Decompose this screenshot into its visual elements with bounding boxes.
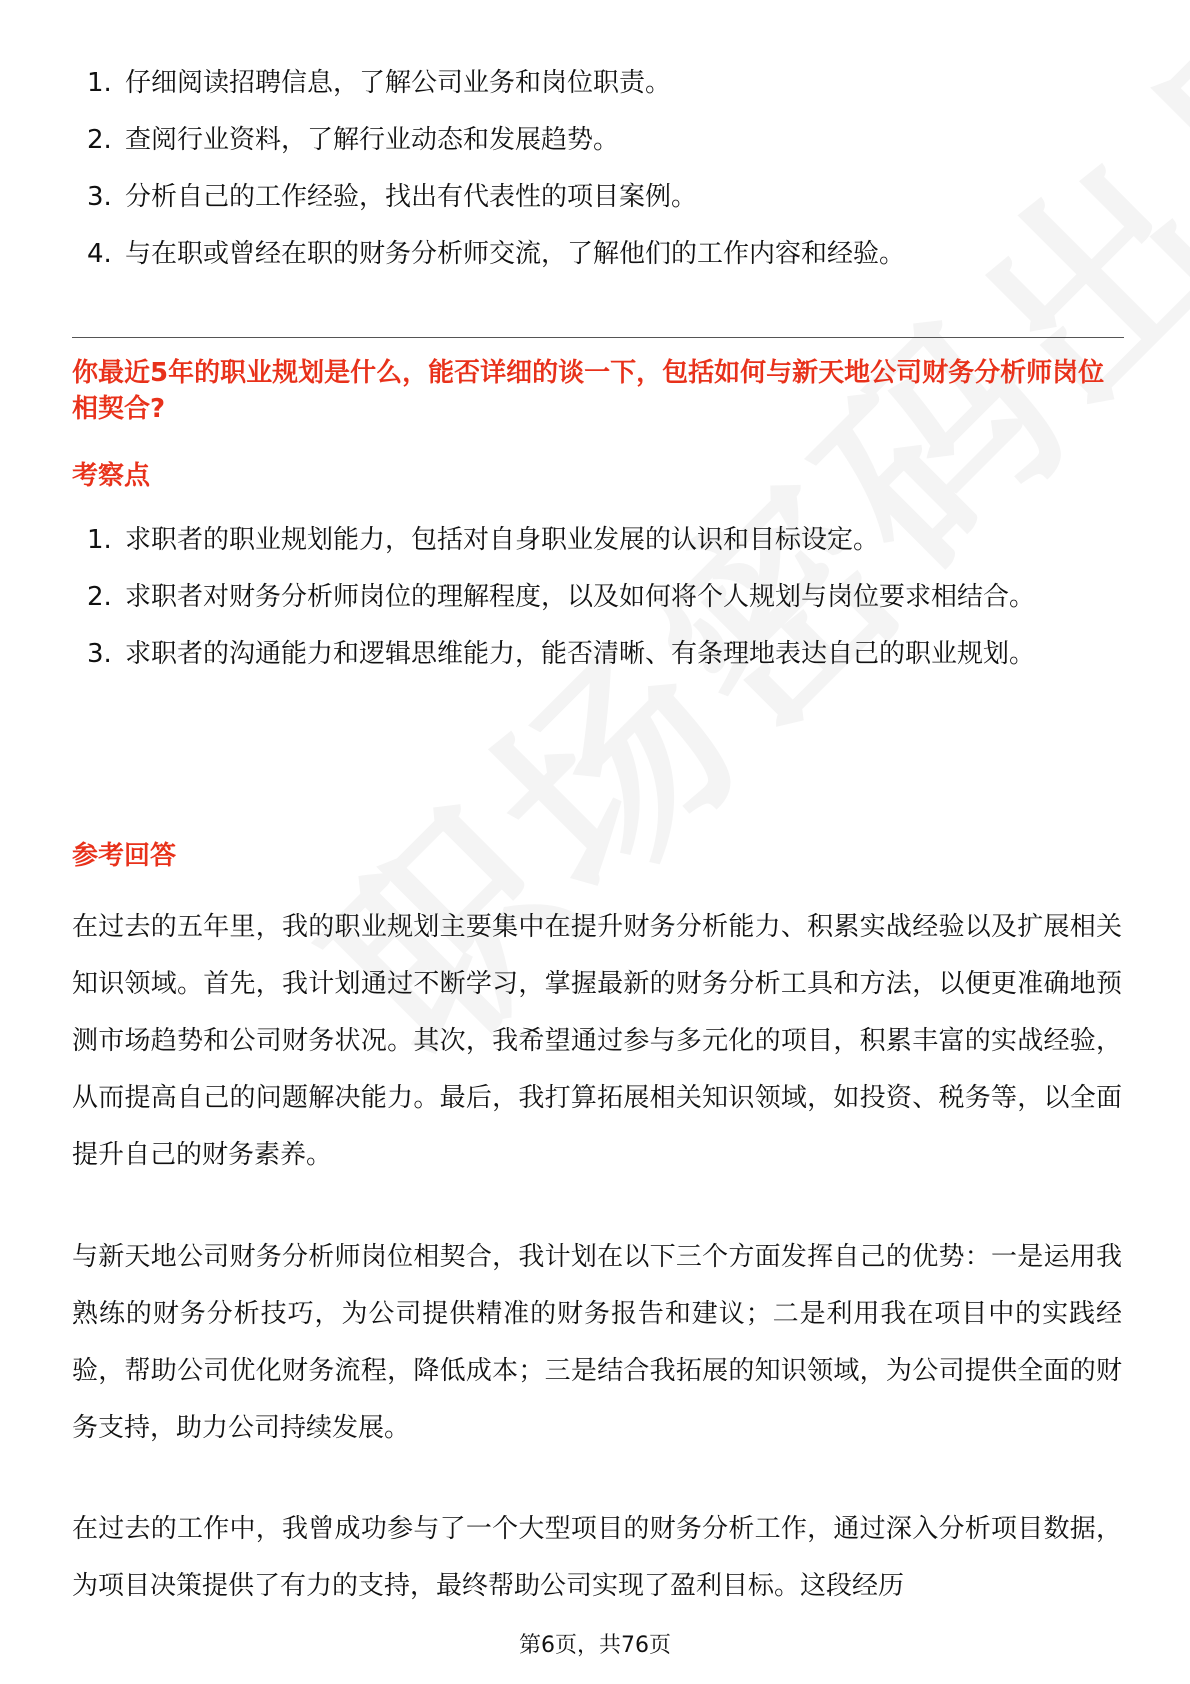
answer-heading: 参考回答 bbox=[72, 841, 177, 871]
list-item bbox=[0, 512, 1190, 569]
list-item bbox=[0, 112, 1190, 169]
section-divider bbox=[72, 337, 1124, 338]
list-text: 查阅行业资料，了解行业动态和发展趋势。 bbox=[125, 125, 620, 155]
answer-paragraph: 与新天地公司财务分析师岗位相契合，我计划在以下三个方面发挥自己的优势：一是运用我熟练的财务分析技巧，为公司提供精准的财务报告和建议；二是利用我在项目中的实践经验，帮助公司优化财务流程，降低成本；三是结合我拓展的知识领域，为公司提供全面的财务支持，助力公司持续发展。 bbox=[72, 1242, 1122, 1443]
list-text: 仔细阅读招聘信息，了解公司业务和岗位职责。 bbox=[125, 68, 672, 98]
list-text: 分析自己的工作经验，找出有代表性的项目案例。 bbox=[125, 182, 698, 212]
list-item bbox=[0, 226, 1190, 283]
top-list bbox=[0, 55, 1190, 283]
question-heading: 你最近5年的职业规划是什么，能否详细的谈一下，包括如何与新天地公司财务分析师岗位相契合? bbox=[72, 358, 1105, 424]
list-number: 2. bbox=[87, 582, 112, 612]
page-number: 第6页，共76页 bbox=[519, 1633, 671, 1658]
list-text: 求职者对财务分析师岗位的理解程度，以及如何将个人规划与岗位要求相结合。 bbox=[125, 582, 1036, 612]
list-item bbox=[0, 169, 1190, 226]
list-number: 3. bbox=[87, 182, 112, 212]
list-number: 1. bbox=[87, 525, 112, 555]
answer-paragraph: 在过去的工作中，我曾成功参与了一个大型项目的财务分析工作，通过深入分析项目数据，为项目决策提供了有力的支持，最终帮助公司实现了盈利目标。这段经历 bbox=[72, 1514, 1122, 1601]
list-text: 与在职或曾经在职的财务分析师交流，了解他们的工作内容和经验。 bbox=[125, 239, 906, 269]
answer-paragraph: 在过去的五年里，我的职业规划主要集中在提升财务分析能力、积累实战经验以及扩展相关知识领域。首先，我计划通过不断学习，掌握最新的财务分析工具和方法，以便更准确地预测市场趋势和公司财务状况。其次，我希望通过参与多元化的项目，积累丰富的实战经验，从而提高自己的问题解决能力。最后，我打算拓展相关知识领域，如投资、税务等，以全面提升自己的财务素养。 bbox=[72, 912, 1122, 1170]
list-number: 1. bbox=[87, 68, 112, 98]
list-item bbox=[0, 569, 1190, 626]
list-item bbox=[0, 55, 1190, 112]
list-number: 4. bbox=[87, 239, 112, 269]
kaochadian-list bbox=[0, 512, 1190, 683]
list-text: 求职者的职业规划能力，包括对自身职业发展的认识和目标设定。 bbox=[125, 525, 880, 555]
kaochadian-heading: 考察点 bbox=[72, 461, 151, 491]
list-number: 3. bbox=[87, 639, 112, 669]
list-item bbox=[0, 626, 1190, 683]
list-number: 2. bbox=[87, 125, 112, 155]
list-text: 求职者的沟通能力和逻辑思维能力，能否清晰、有条理地表达自己的职业规划。 bbox=[125, 639, 1036, 669]
